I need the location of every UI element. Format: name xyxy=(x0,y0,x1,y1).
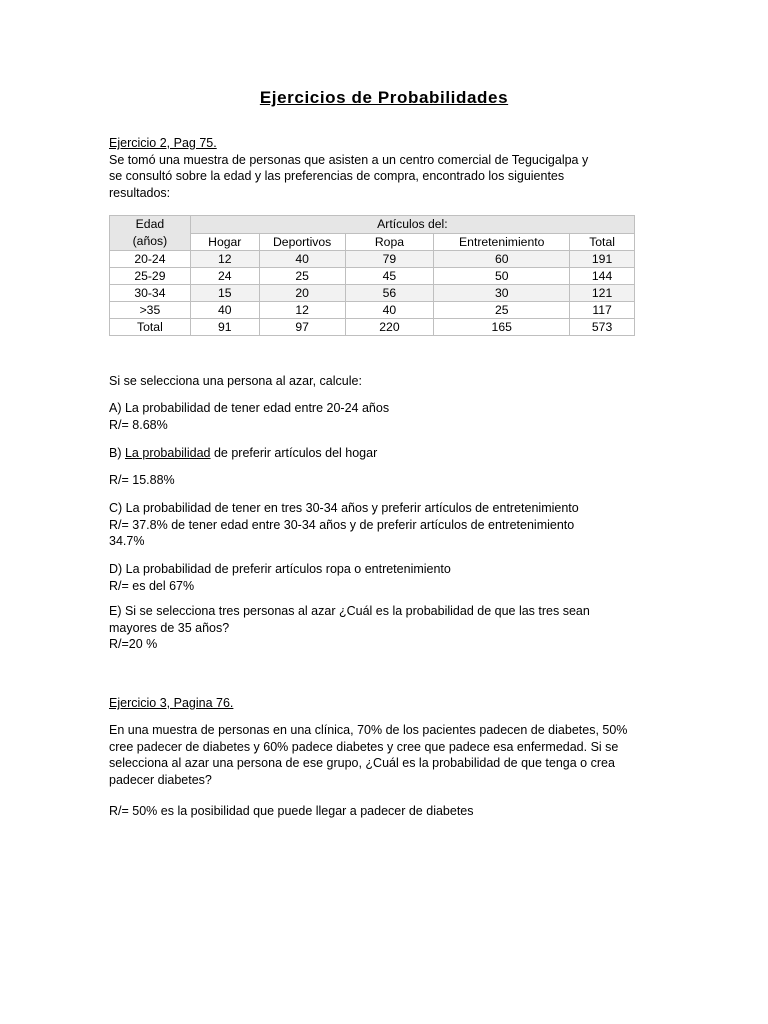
table-cell: 24 xyxy=(190,268,259,285)
question-e xyxy=(109,603,644,653)
row-label: Total xyxy=(110,319,191,336)
table-cell: 40 xyxy=(345,302,434,319)
table-cell: 573 xyxy=(570,319,635,336)
column-header: Total xyxy=(570,233,635,251)
exercise-2-heading: Ejercicio 2, Pag 75. xyxy=(109,136,217,150)
table-header-row xyxy=(110,216,635,234)
question-b xyxy=(109,445,644,462)
table-cell: 121 xyxy=(570,285,635,302)
table-cell: 144 xyxy=(570,268,635,285)
answer-d-text: R/= es del 67% xyxy=(109,578,195,593)
question-b-prefix: B) xyxy=(109,446,125,460)
data-table xyxy=(109,215,635,336)
exercise-2-intro-line-2: se consultó sobre la edad y las preferencias de compra, encontrado los siguientes xyxy=(109,169,565,183)
page-title: Ejercicios de Probabilidades xyxy=(259,88,509,107)
exercise-3-answer: R/= 50% es la posibilidad que puede llegar a padecer de diabetes xyxy=(109,804,474,818)
table-cell: 45 xyxy=(345,268,434,285)
row-label: >35 xyxy=(110,302,191,319)
answer-c-line-2: 34.7% xyxy=(109,534,145,548)
question-a xyxy=(109,400,644,433)
table-cell: 165 xyxy=(434,319,570,336)
question-e-line-1: E) Si se selecciona tres personas al azar ¿Cuál es la probabilidad de que las tres sean xyxy=(109,604,590,618)
question-e-line-2: mayores de 35 años? xyxy=(109,620,230,635)
table-cell: 25 xyxy=(259,268,345,285)
table-total-row xyxy=(110,319,635,336)
row-header-line-2: (años) xyxy=(132,234,168,248)
exercise-3-line-1: En una muestra de personas en una clínica, 70% de los pacientes padecen de diabetes, 50% xyxy=(109,723,628,737)
row-label: 20-24 xyxy=(110,251,191,268)
table-row xyxy=(110,302,635,319)
prompt-text: Si se selecciona una persona al azar, calcule: xyxy=(109,374,362,388)
column-header: Hogar xyxy=(190,233,259,251)
question-d xyxy=(109,561,644,594)
row-header-cell xyxy=(110,216,191,251)
column-header: Ropa xyxy=(345,233,434,251)
exercise-3-heading: Ejercicio 3, Pagina 76. xyxy=(109,696,234,710)
table-row xyxy=(110,285,635,302)
question-b-underlined: La probabilidad xyxy=(124,446,211,460)
answer-b: R/= 15.88% xyxy=(109,473,175,487)
question-b-text xyxy=(109,445,644,462)
question-d-text: D) La probabilidad de preferir artículos ropa o entretenimiento xyxy=(109,562,451,576)
question-c xyxy=(109,500,644,550)
exercise-3-heading-block xyxy=(109,695,644,712)
table-cell: 40 xyxy=(190,302,259,319)
answer-a-text: R/= 8.68% xyxy=(109,417,168,432)
question-c-text: C) La probabilidad de tener en tres 30-34 años y preferir artículos de entretenimiento xyxy=(109,501,579,515)
question-b-rest: de preferir artículos del hogar xyxy=(210,446,378,460)
table-cell: 191 xyxy=(570,251,635,268)
table-cell: 12 xyxy=(190,251,259,268)
table-cell: 117 xyxy=(570,302,635,319)
table-row xyxy=(110,251,635,268)
table-cell: 79 xyxy=(345,251,434,268)
table-row xyxy=(110,268,635,285)
table-cell: 97 xyxy=(259,319,345,336)
answer-c-line-1: R/= 37.8% de tener edad entre 30-34 años y de preferir artículos de entretenimiento xyxy=(109,517,575,532)
exercise-3-line-4: padecer diabetes? xyxy=(109,772,212,787)
table-cell: 91 xyxy=(190,319,259,336)
exercise-2-intro-line-3: resultados: xyxy=(109,185,171,200)
table-cell: 60 xyxy=(434,251,570,268)
table-cell: 12 xyxy=(259,302,345,319)
table-cell: 40 xyxy=(259,251,345,268)
table-cell: 50 xyxy=(434,268,570,285)
table-cell: 20 xyxy=(259,285,345,302)
question-a-text: A) La probabilidad de tener edad entre 20-24 años xyxy=(109,401,390,415)
table-cell: 220 xyxy=(345,319,434,336)
exercise-3-line-3: selecciona al azar una persona de ese grupo, ¿Cuál es la probabilidad de que tenga o crea xyxy=(109,756,615,770)
table-cell: 56 xyxy=(345,285,434,302)
exercise-3-line-2: cree padecer de diabetes y 60% padece diabetes y cree que padece esa enfermedad. Si se xyxy=(109,739,619,754)
row-label: 25-29 xyxy=(110,268,191,285)
exercise-3-text xyxy=(109,722,644,788)
table-cell: 15 xyxy=(190,285,259,302)
exercise-2-block xyxy=(109,135,644,201)
column-header: Deportivos xyxy=(259,233,345,251)
exercise-2-intro-line-1: Se tomó una muestra de personas que asisten a un centro comercial de Tegucigalpa y xyxy=(109,152,589,167)
table-cell: 30 xyxy=(434,285,570,302)
group-header-cell: Artículos del: xyxy=(190,216,634,234)
row-header-line-1: Edad xyxy=(135,217,165,231)
table-cell: 25 xyxy=(434,302,570,319)
answer-e-text: R/=20 % xyxy=(109,637,158,651)
row-label: 30-34 xyxy=(110,285,191,302)
column-header: Entretenimiento xyxy=(434,233,570,251)
